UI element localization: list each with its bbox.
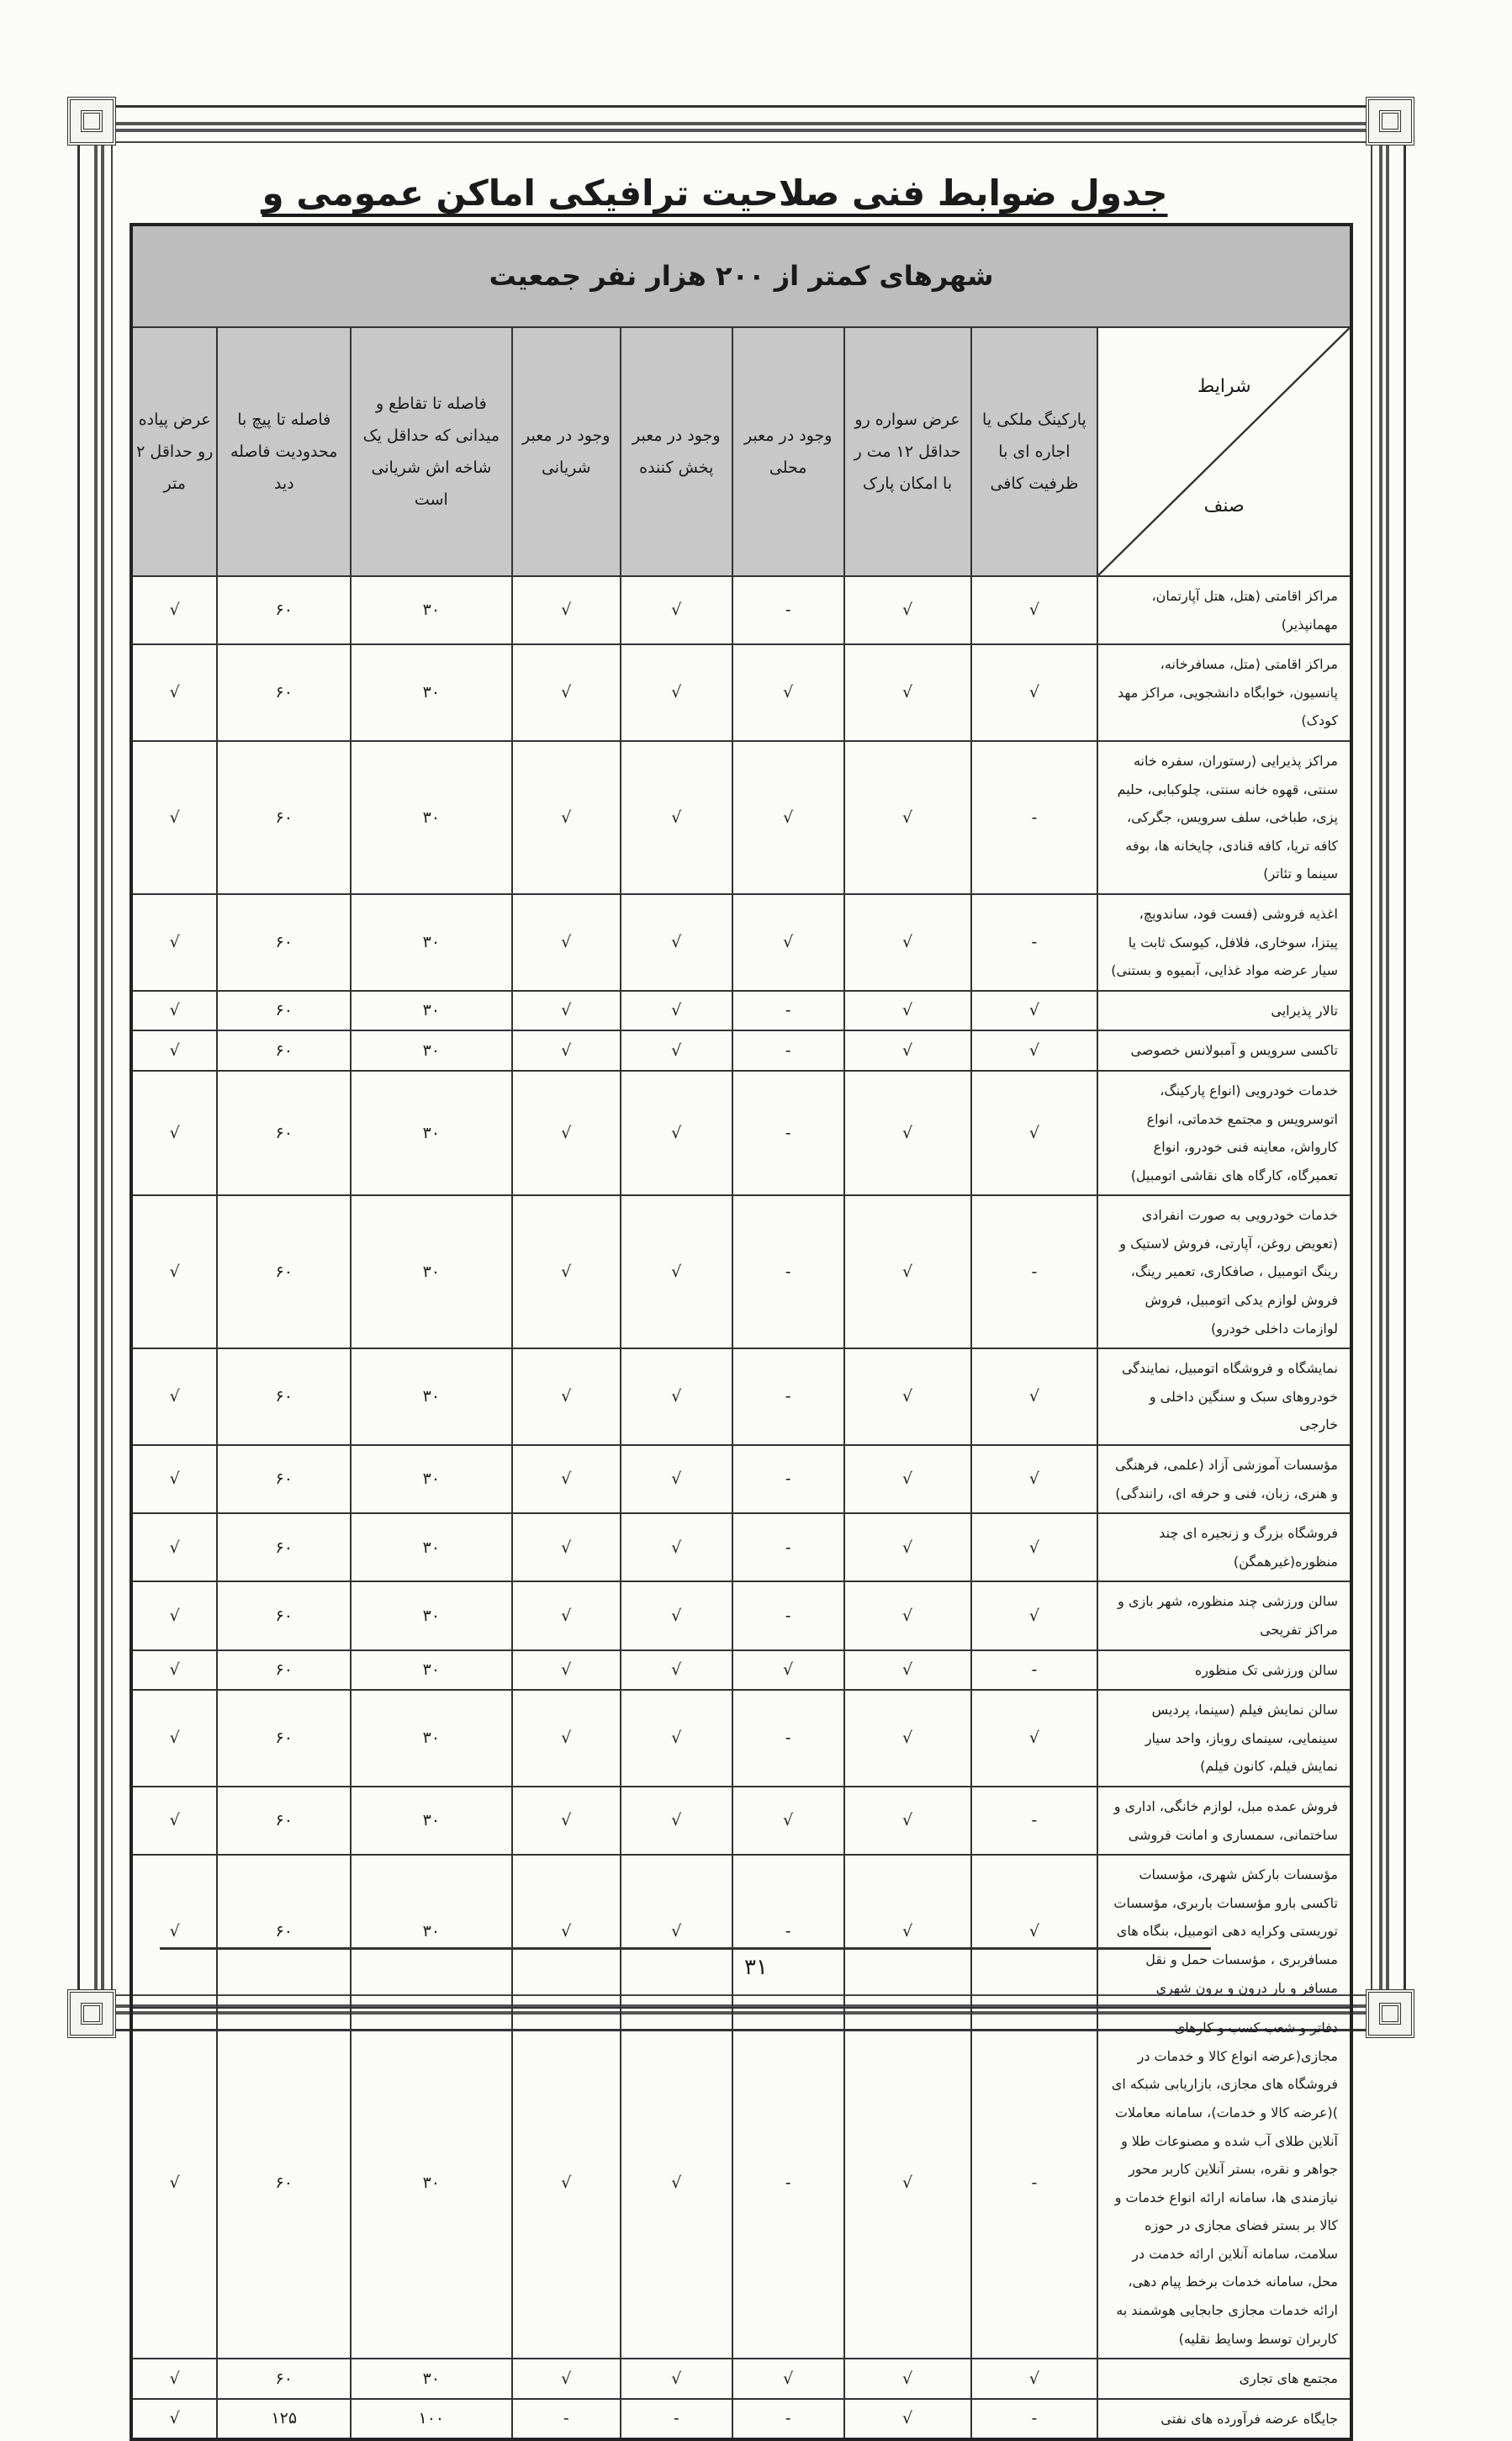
criteria-cell: √ <box>512 1690 621 1787</box>
criteria-cell: √ <box>844 2008 971 2359</box>
column-header: عرض سواره رو حداقل ۱۲ مت ر با امکان پارک <box>844 327 971 576</box>
diagonal-header-cell <box>1097 327 1351 576</box>
category-description: اغذیه فروشی (فست فود، ساندویچ، پیتزا، سوخاری، فلافل، کیوسک ثابت یا سیار عرضه مواد غذایی، آبمیوه و بستنی) <box>1097 894 1351 991</box>
regulations-table <box>130 223 1353 2441</box>
category-description: خدمات خودرویی به صورت انفرادی (تعویض روغن، آپارتی، فروش لاستیک و رینگ اتومبیل ، صافکاری، تعمیر رینگ، فروش لوازم یدکی اتومبیل، فروش لوازمات داخلی خودرو) <box>1097 1195 1351 1348</box>
criteria-cell: √ <box>844 1690 971 1787</box>
criteria-cell: √ <box>844 1650 971 1691</box>
criteria-cell: - <box>732 1855 844 2008</box>
criteria-cell: √ <box>971 1071 1098 1195</box>
criteria-cell: ۳۰ <box>351 1195 512 1348</box>
criteria-cell: √ <box>131 2399 217 2440</box>
criteria-cell: √ <box>621 991 732 1031</box>
category-description: مجتمع های تجاری <box>1097 2359 1351 2399</box>
criteria-cell: ۶۰ <box>217 1513 351 1581</box>
page-title: جدول ضوابط فنی صلاحیت ترافیکی اماکن عمومی و <box>262 172 1168 214</box>
criteria-cell: √ <box>512 1581 621 1649</box>
criteria-cell: √ <box>971 1030 1098 1071</box>
table-row <box>131 1030 1351 1071</box>
column-header-row <box>131 327 1351 576</box>
criteria-cell: √ <box>621 1071 732 1195</box>
criteria-cell: √ <box>131 2008 217 2359</box>
criteria-cell: √ <box>131 1348 217 1445</box>
criteria-cell: √ <box>844 1855 971 2008</box>
criteria-cell: - <box>732 991 844 1031</box>
criteria-cell: √ <box>971 2359 1098 2399</box>
table-row <box>131 2359 1351 2399</box>
table-row <box>131 1787 1351 1855</box>
criteria-cell: ۶۰ <box>217 1348 351 1445</box>
criteria-cell: √ <box>621 1581 732 1649</box>
criteria-cell: - <box>971 2008 1098 2359</box>
criteria-cell: √ <box>512 1650 621 1691</box>
criteria-cell: √ <box>131 1195 217 1348</box>
conditions-label: شرایط <box>1197 376 1251 397</box>
criteria-cell: √ <box>621 2008 732 2359</box>
table-row <box>131 576 1351 644</box>
criteria-cell: √ <box>512 1513 621 1581</box>
criteria-cell: ۶۰ <box>217 1690 351 1787</box>
criteria-cell: √ <box>844 1581 971 1649</box>
column-header: وجود در معبر پخش کننده <box>621 327 732 576</box>
criteria-cell: ۳۰ <box>351 1581 512 1649</box>
corner-ornament-bottom-left <box>67 1989 116 2038</box>
criteria-cell: √ <box>621 1650 732 1691</box>
criteria-cell: √ <box>971 991 1098 1031</box>
criteria-cell: - <box>732 1513 844 1581</box>
category-description: مراکز اقامتی (هتل، هتل آپارتمان، مهمانپذیر) <box>1097 576 1351 644</box>
criteria-cell: √ <box>621 1030 732 1071</box>
column-header: عرض پیاده رو حداقل ۲ متر <box>131 327 217 576</box>
criteria-cell: ۳۰ <box>351 894 512 991</box>
criteria-cell: ۳۰ <box>351 1650 512 1691</box>
criteria-cell: ۶۰ <box>217 1030 351 1071</box>
criteria-cell: ۳۰ <box>351 1513 512 1581</box>
column-header: فاصله تا تقاطع و میدانی که حداقل یک شاخه اش شریانی است <box>351 327 512 576</box>
regulations-table-wrapper <box>130 223 1353 2441</box>
criteria-cell: - <box>732 576 844 644</box>
criteria-cell: √ <box>512 576 621 644</box>
criteria-cell: √ <box>621 2359 732 2399</box>
diagonal-line <box>1098 328 1350 575</box>
criteria-cell: ۱۰۰ <box>351 2399 512 2440</box>
criteria-cell: ۳۰ <box>351 1445 512 1513</box>
criteria-cell: √ <box>844 991 971 1031</box>
criteria-cell: √ <box>844 1030 971 1071</box>
criteria-cell: √ <box>844 1195 971 1348</box>
criteria-cell: √ <box>621 1690 732 1787</box>
table-row <box>131 1348 1351 1445</box>
criteria-cell: √ <box>131 1855 217 2008</box>
criteria-cell: √ <box>844 894 971 991</box>
criteria-cell: √ <box>131 894 217 991</box>
criteria-cell: ۶۰ <box>217 991 351 1031</box>
criteria-cell: ۳۰ <box>351 576 512 644</box>
criteria-cell: √ <box>131 741 217 894</box>
criteria-cell: √ <box>844 741 971 894</box>
criteria-cell: √ <box>621 1855 732 2008</box>
criteria-cell: √ <box>512 1445 621 1513</box>
criteria-cell: √ <box>131 576 217 644</box>
criteria-cell: √ <box>131 1581 217 1649</box>
criteria-cell: √ <box>131 2359 217 2399</box>
criteria-cell: - <box>971 1195 1098 1348</box>
criteria-cell: ۳۰ <box>351 644 512 741</box>
criteria-cell: - <box>971 894 1098 991</box>
table-row <box>131 1445 1351 1513</box>
criteria-cell: √ <box>732 1650 844 1691</box>
criteria-cell: √ <box>971 644 1098 741</box>
criteria-cell: √ <box>621 1787 732 1855</box>
criteria-cell: √ <box>971 576 1098 644</box>
criteria-cell: - <box>971 1650 1098 1691</box>
category-description: تاکسی سرویس و آمبولانس خصوصی <box>1097 1030 1351 1071</box>
criteria-cell: √ <box>844 2359 971 2399</box>
criteria-cell: √ <box>971 1445 1098 1513</box>
criteria-cell: √ <box>131 1787 217 1855</box>
criteria-cell: - <box>732 1195 844 1348</box>
criteria-cell: √ <box>732 644 844 741</box>
table-row <box>131 894 1351 991</box>
criteria-cell: √ <box>512 2008 621 2359</box>
criteria-cell: √ <box>512 1030 621 1071</box>
table-row <box>131 1195 1351 1348</box>
criteria-cell: - <box>732 2399 844 2440</box>
criteria-cell: √ <box>512 2359 621 2399</box>
criteria-cell: ۳۰ <box>351 1348 512 1445</box>
category-description: مراکز اقامتی (متل، مسافرخانه، پانسیون، خوابگاه دانشجویی، مراکز مهد کودک) <box>1097 644 1351 741</box>
criteria-cell: √ <box>512 644 621 741</box>
criteria-cell: √ <box>621 1445 732 1513</box>
criteria-cell: √ <box>621 576 732 644</box>
criteria-cell: ۶۰ <box>217 894 351 991</box>
criteria-cell: √ <box>621 741 732 894</box>
criteria-cell: √ <box>844 576 971 644</box>
criteria-cell: √ <box>971 1855 1098 2008</box>
table-row <box>131 1650 1351 1691</box>
criteria-cell: √ <box>512 741 621 894</box>
criteria-cell: - <box>732 1348 844 1445</box>
criteria-cell: √ <box>512 1195 621 1348</box>
criteria-cell: ۶۰ <box>217 1445 351 1513</box>
table-body <box>131 576 1351 2439</box>
criteria-cell: √ <box>971 1513 1098 1581</box>
criteria-cell: √ <box>512 1348 621 1445</box>
criteria-cell: √ <box>621 1348 732 1445</box>
criteria-cell: √ <box>621 1195 732 1348</box>
column-header: پارکینگ ملکی یا اجاره ای با ظرفیت کافی <box>971 327 1098 576</box>
category-description: سالن ورزشی تک منظوره <box>1097 1650 1351 1691</box>
criteria-cell: ۶۰ <box>217 2359 351 2399</box>
criteria-cell: ۶۰ <box>217 1071 351 1195</box>
page-number: ۳۱ <box>744 1955 768 1980</box>
criteria-cell: √ <box>512 894 621 991</box>
criteria-cell: ۶۰ <box>217 1855 351 2008</box>
criteria-cell: - <box>732 2008 844 2359</box>
column-header: وجود در معبر محلی <box>732 327 844 576</box>
criteria-cell: ۶۰ <box>217 1195 351 1348</box>
criteria-cell: √ <box>844 1787 971 1855</box>
criteria-cell: - <box>732 1030 844 1071</box>
category-description: خدمات خودرویی (انواع پارکینگ، اتوسرویس و مجتمع خدماتی، انواع کارواش، معاینه فنی خودرو، انواع تعمیرگاه، کارگاه های نقاشی اتومبیل) <box>1097 1071 1351 1195</box>
criteria-cell: √ <box>131 991 217 1031</box>
criteria-cell: √ <box>512 1071 621 1195</box>
criteria-cell: √ <box>131 1650 217 1691</box>
criteria-cell: √ <box>844 1348 971 1445</box>
criteria-cell: √ <box>512 1855 621 2008</box>
criteria-cell: - <box>971 1787 1098 1855</box>
column-header: فاصله تا پیچ با محدودیت فاصله دید <box>217 327 351 576</box>
criteria-cell: √ <box>131 644 217 741</box>
criteria-cell: ۶۰ <box>217 1581 351 1649</box>
criteria-cell: - <box>732 1071 844 1195</box>
criteria-cell: - <box>971 741 1098 894</box>
criteria-cell: ۳۰ <box>351 1787 512 1855</box>
table-row <box>131 1855 1351 2008</box>
criteria-cell: √ <box>131 1445 217 1513</box>
criteria-cell: √ <box>621 644 732 741</box>
population-banner: شهرهای کمتر از ۲۰۰ هزار نفر جمعیت <box>131 225 1351 327</box>
criteria-cell: √ <box>131 1690 217 1787</box>
table-row <box>131 1071 1351 1195</box>
criteria-cell: - <box>512 2399 621 2440</box>
criteria-cell: ۳۰ <box>351 1071 512 1195</box>
criteria-cell: √ <box>971 1690 1098 1787</box>
criteria-cell: √ <box>732 741 844 894</box>
category-description: فروش عمده مبل، لوازم خانگی، اداری و ساختمانی، سمساری و امانت فروشی <box>1097 1787 1351 1855</box>
table-row <box>131 644 1351 741</box>
criteria-cell: ۳۰ <box>351 1855 512 2008</box>
category-description: نمایشگاه و فروشگاه اتومبیل، نمایندگی خودروهای سبک و سنگین داخلی و خارجی <box>1097 1348 1351 1445</box>
criteria-cell: √ <box>732 2359 844 2399</box>
criteria-cell: ۱۲۵ <box>217 2399 351 2440</box>
criteria-cell: ۳۰ <box>351 1690 512 1787</box>
criteria-cell: ۳۰ <box>351 1030 512 1071</box>
criteria-cell: √ <box>512 991 621 1031</box>
corner-ornament-bottom-right <box>1366 1989 1414 2038</box>
criteria-cell: ۶۰ <box>217 1650 351 1691</box>
criteria-cell: ۳۰ <box>351 741 512 894</box>
category-description: تالار پذیرایی <box>1097 991 1351 1031</box>
table-row <box>131 2008 1351 2359</box>
criteria-cell: √ <box>131 1513 217 1581</box>
table-row <box>131 1513 1351 1581</box>
criteria-cell: √ <box>971 1348 1098 1445</box>
table-row <box>131 991 1351 1031</box>
criteria-cell: √ <box>732 1787 844 1855</box>
category-description: سالن ورزشی چند منظوره، شهر بازی و مراکز تفریحی <box>1097 1581 1351 1649</box>
criteria-cell: √ <box>844 1071 971 1195</box>
criteria-cell: - <box>732 1581 844 1649</box>
criteria-cell: √ <box>512 1787 621 1855</box>
column-header: وجود در معبر شریانی <box>512 327 621 576</box>
criteria-cell: ۶۰ <box>217 1787 351 1855</box>
table-row <box>131 1690 1351 1787</box>
criteria-cell: ۶۰ <box>217 741 351 894</box>
category-description: سالن نمایش فیلم (سینما، پردیس سینمایی، سینمای روباز، واحد سیار نمایش فیلم، کانون فیلم) <box>1097 1690 1351 1787</box>
category-description: جایگاه عرضه فرآورده های نفتی <box>1097 2399 1351 2440</box>
corner-ornament-top-right <box>1366 97 1414 146</box>
criteria-cell: - <box>732 1445 844 1513</box>
criteria-cell: √ <box>844 644 971 741</box>
criteria-cell: - <box>971 2399 1098 2440</box>
criteria-cell: √ <box>621 1513 732 1581</box>
category-description: مراکز پذیرایی (رستوران، سفره خانه سنتی، قهوه خانه سنتی، چلوکبابی، حلیم پزی، طباخی، سلف سرویس، جگرکی، کافه تریا، کافه قنادی، چایخانه ها، بوفه سینما و تئاتر) <box>1097 741 1351 894</box>
criteria-cell: √ <box>732 894 844 991</box>
criteria-cell: - <box>621 2399 732 2440</box>
criteria-cell: ۶۰ <box>217 644 351 741</box>
criteria-cell: ۳۰ <box>351 991 512 1031</box>
footer-rule <box>160 1947 1211 1950</box>
category-description: مؤسسات آموزشی آزاد (علمی، فرهنگی و هنری، زبان، فنی و حرفه ای، رانندگی) <box>1097 1445 1351 1513</box>
criteria-cell: ۳۰ <box>351 2008 512 2359</box>
criteria-cell: √ <box>844 1445 971 1513</box>
category-description: فروشگاه بزرگ و زنجیره ای چند منظوره(غیرهمگن) <box>1097 1513 1351 1581</box>
table-row <box>131 741 1351 894</box>
criteria-cell: - <box>732 1690 844 1787</box>
criteria-cell: √ <box>131 1071 217 1195</box>
criteria-cell: √ <box>621 894 732 991</box>
category-description: مؤسسات بارکش شهری، مؤسسات تاکسی بارو مؤسسات باربری، مؤسسات توریستی وکرایه دهی اتومبیل، بنگاه های مسافربری ، مؤسسات حمل و نقل مسافر و بار درون و برون شهری <box>1097 1855 1351 2008</box>
criteria-cell: √ <box>971 1581 1098 1649</box>
category-description: دفاتر و شعب کسب و کارهای مجازی(عرضه انواع کالا و خدمات در فروشگاه های مجازی، بازاریابی شبکه ای )(عرضه کالا و خدمات)، سامانه معاملات آنلاین طلای آب شده و مصنوعات طلا و جواهر و نقره، بستر آنلاین کاربر محور نیازمندی ها، سامانه ارائه انواع خدمات و کالا بر بستر فضای مجازی در حوزه سلامت، سامانه آنلاین ارائه خدمت در محل، سامانه خدمات برخط پیام دهی، ارائه خدمات مجازی جابجایی هوشمند به کاربران توسط وسایط نقلیه) <box>1097 2008 1351 2359</box>
table-row <box>131 1581 1351 1649</box>
corner-ornament-top-left <box>67 97 116 146</box>
criteria-cell: ۳۰ <box>351 2359 512 2399</box>
category-label: صنف <box>1203 495 1245 516</box>
table-row <box>131 2399 1351 2440</box>
criteria-cell: ۶۰ <box>217 576 351 644</box>
criteria-cell: ۶۰ <box>217 2008 351 2359</box>
criteria-cell: √ <box>844 1513 971 1581</box>
criteria-cell: √ <box>131 1030 217 1071</box>
criteria-cell: √ <box>844 2399 971 2440</box>
